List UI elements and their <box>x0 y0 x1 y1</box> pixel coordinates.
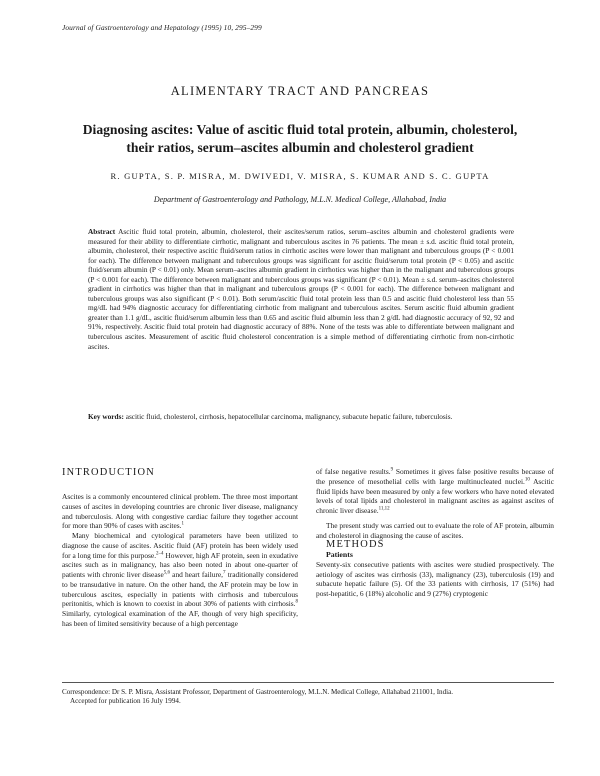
abstract-text: Ascitic fluid total protein, albumin, cholesterol, their ascites/serum ratios, serum–ascites albumin and cholesterol gradients were measured for their ability to differentiate cirrhotic, malignant and tuberculous ascites in 76 patients. The mean ± s.d. ascitic fluid total protein, albumin, cholesterol, their respective ascitic fluid/serum ratios in cirrhotic ascites were lower than malignant and tuberculous groups (P < 0.001 for each). The difference between malignant and tuberculous groups was significant for ascitic fluid/serum total protein (P < 0.05) and ascitic fluid/serum albumin (P < 0.01) only. Mean serum–ascites albumin gradient in cirrhotics was higher than in the malignant and tuberculous groups (P < 0.001 for each). The difference between malignant and tuberculous groups was significant (P < 0.01). Mean ± s.d. serum–ascites cholesterol gradient in cirrhotics was higher than that in malignant and tuberculous groups (P < 0.001 for each). The difference between malignant and tuberculous groups was also significant (P < 0.01). Both serum/ascitic fluid total protein less than 0.5 and ascitic fluid cholesterol less than 55 mg/dL had 94% diagnostic accuracy for differentiating cirrhotic from malignant and tuberculous ascites. Serum ascitic fluid albumin gradient greater than 1.1 g/dL, ascitic fluid/serum albumin less than 0.65 and ascitic fluid albumin less than 2 g/dL had diagnostic accuracy of 92, 92 and 91%, respectively. Ascitic fluid total protein had diagnostic accuracy of 88%. None of the tests was able to differentiate between malignant and tuberculous ascites. Measurement of ascitic fluid cholesterol concentration is a simple method of differentiating cirrhotic from non-cirrhotic ascites. <box>88 227 515 351</box>
footnote <box>62 688 554 707</box>
affiliation: Department of Gastroenterology and Pathology, M.L.N. Medical College, Allahabad, India <box>153 195 447 204</box>
keywords <box>88 412 514 422</box>
patients-paragraph: Seventy-six consecutive patients with ascites were studied prospectively. The aetiology of ascites was cirrhosis (33), malignancy (23), tuberculosis (19) and subacute hepatic failure (5). Of the 33 patients with cirrhosis, 17 (51%) had post-hepatitic, 6 (18%) alcoholic and 9 (27%) cryptogenic <box>316 559 554 598</box>
article-title: Diagnosing ascites: Value of ascitic fluid total protein, albumin, cholesterol, their ratios, serum–ascites albumin and cholesterol gradient <box>82 122 518 155</box>
section-heading: ALIMENTARY TRACT AND PANCREAS <box>170 84 430 98</box>
journal-citation: Journal of Gastroenterology and Hepatology (1995) 10, 295–299 <box>62 23 262 32</box>
author-list: R. GUPTA, S. P. MISRA, M. DWIVEDI, V. MISRA, S. KUMAR AND S. C. GUPTA <box>110 171 490 181</box>
keywords-text: ascitic fluid, cholesterol, cirrhosis, hepatocellular carcinoma, malignancy, subacute hepatic failure, tuberculosis. <box>125 412 453 421</box>
abstract-label: Abstract <box>88 227 116 236</box>
right-column <box>316 467 554 599</box>
left-column <box>62 492 298 629</box>
abstract <box>88 227 514 351</box>
study-aim-paragraph: The present study was carried out to evaluate the role of AF protein, albumin and cholesterol in diagnosing the cause of ascites. <box>316 520 554 540</box>
intro-continuation: of false negative results.$^9$ Sometimes it gives false positive results because of the presence of mesothelial cells with large multinucleated nuclei.$^{10}$ Ascitic fluid lipids have been measured by only a few workers who have noted elevated levels of total lipids and cholesterol in malignant ascites as against ascites of chronic liver disease.$^{11,12}$ <box>316 467 554 515</box>
correspondence-note: Correspondence: Dr S. P. Misra, Assistant Professor, Department of Gastroenterology, M.L.N. Medical College, Allahabad 211001, India. <box>62 688 454 696</box>
methods-heading: METHODS <box>326 539 385 551</box>
intro-paragraph-1: Ascites is a commonly encountered clinical problem. The three most important causes of ascites in developing countries are chronic liver disease, malignancy and tuberculosis. Along with congestive cardiac failure they together account for more than 90% of cases with ascites.$^1$ <box>62 492 298 531</box>
accepted-note: Accepted for publication 16 July 1994. <box>70 697 181 706</box>
footnote-divider <box>62 682 554 683</box>
keywords-label: Key words: <box>88 412 124 421</box>
introduction-heading: INTRODUCTION <box>62 467 155 478</box>
patients-subheading: Patients <box>326 550 353 559</box>
intro-paragraph-2: Many biochemical and cytological parameters have been utilized to diagnose the cause of ascites. Ascitic fluid (AF) protein has been widely used for a long time for this purpose.$^{2-4}$ However, high AF protein, seen in exudative ascites such as in malignancy, has also been noted in about one-quarter of patients with chronic liver disease$^{5,6}$ and heart failure,$^7$ traditionally considered to be transudative in nature. On the other hand, the AF protein may be low in tuberculous ascites, especially in patients with cirrhosis and tuberculous peritonitis, which is known to coexist in about 30% of patients with cirrhosis.$^8$ Similarly, cytological examination of the AF, though of very high specificity, has been of limited sensitivity because of a high percentage <box>62 531 298 628</box>
